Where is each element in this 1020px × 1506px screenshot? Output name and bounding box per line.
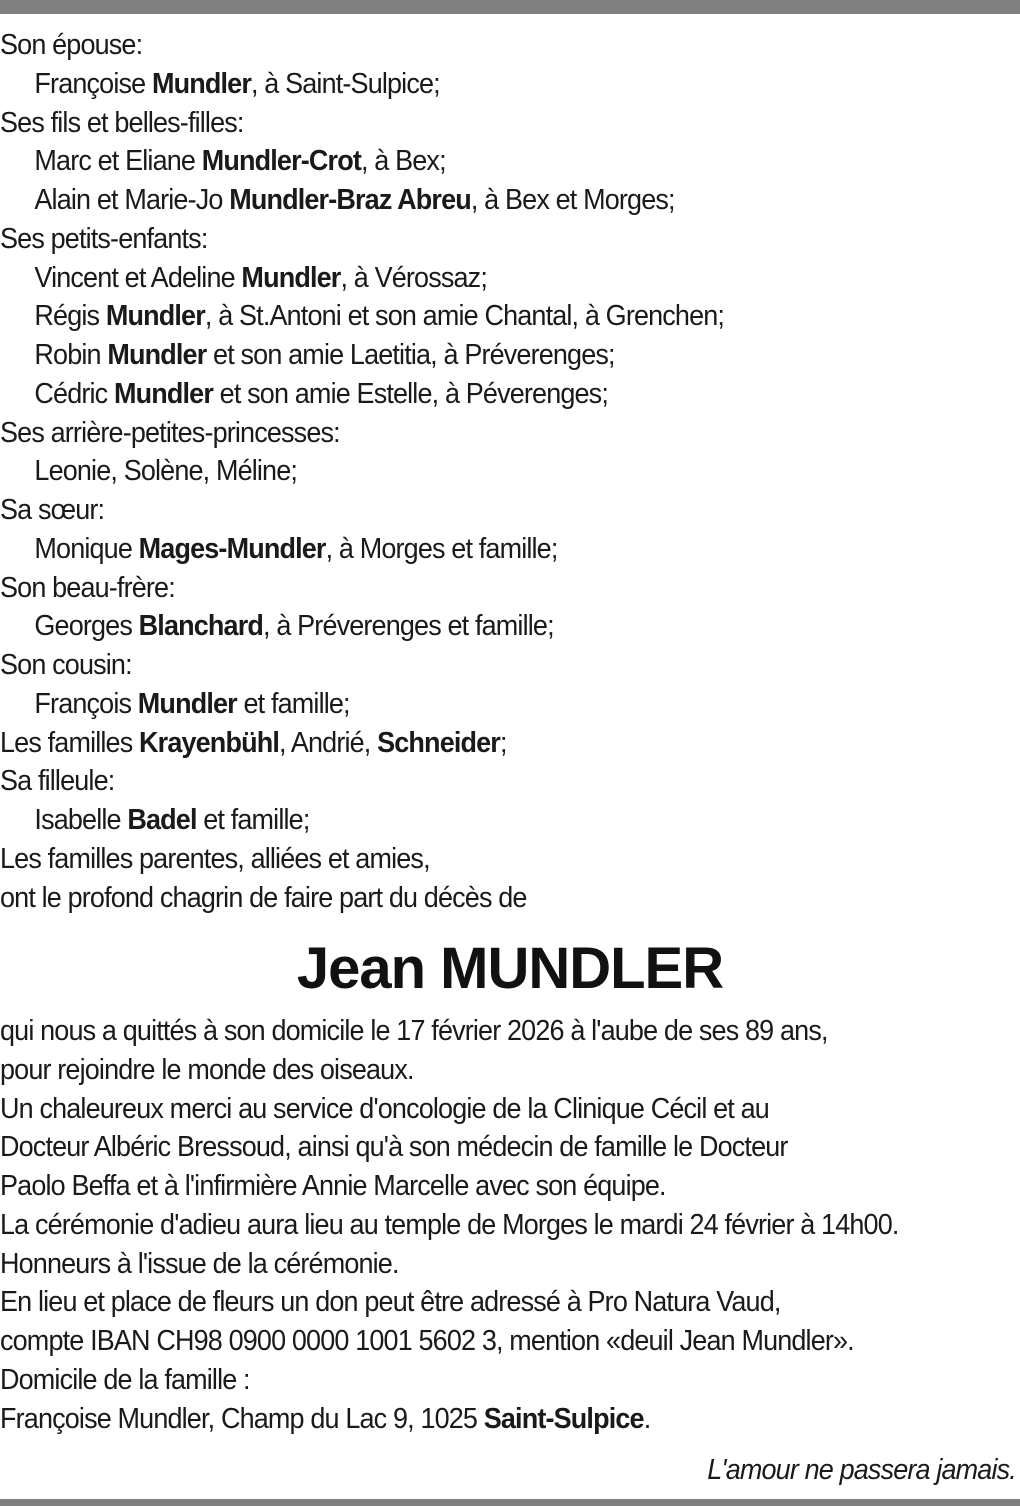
- son-entry: Marc et Eliane Mundler-Crot, à Bex;: [34, 145, 446, 178]
- cousin-heading: Son cousin:: [0, 649, 132, 681]
- cousin-entry: François Mundler et famille;: [34, 687, 350, 720]
- announcement-line: ont le profond chagrin de faire part du décès de: [0, 881, 527, 914]
- surname: Mundler: [241, 261, 341, 294]
- detail-line: pour rejoindre le monde des oiseaux.: [0, 1053, 414, 1086]
- detail-line: En lieu et place de fleurs un don peut être adressé à Pro Natura Vaud,: [0, 1286, 781, 1319]
- grandchildren-heading: Ses petits-enfants:: [0, 222, 208, 255]
- detail-line: Paolo Beffa et à l'infirmière Annie Marcelle avec son équipe.: [0, 1170, 666, 1202]
- grandchild-entry: Cédric Mundler et son amie Estelle, à Péverenges;: [34, 377, 608, 410]
- goddaughter-heading: Sa filleule:: [0, 765, 115, 798]
- detail-line: La cérémonie d'adieu aura lieu au temple de Morges le mardi 24 février à 14h00.: [0, 1208, 899, 1241]
- surname: Mundler-Crot: [201, 145, 361, 178]
- brother-in-law-heading: Son beau-frère:: [0, 571, 175, 604]
- spouse-entry: Françoise Mundler, à Saint-Sulpice;: [34, 67, 440, 100]
- great-grandchildren-entry: Leonie, Solène, Méline;: [34, 455, 298, 488]
- surname: Mundler: [105, 300, 205, 333]
- deceased-name: Jean MUNDLER: [296, 936, 724, 1001]
- surname: Mundler: [113, 377, 214, 410]
- surname: Badel: [127, 804, 197, 836]
- surname: Mundler: [107, 339, 207, 371]
- detail-line: Un chaleureux merci au service d'oncologie de la Clinique Cécil et au: [0, 1092, 769, 1125]
- spouse-heading: Son épouse:: [0, 29, 143, 61]
- city: Saint-Sulpice: [483, 1402, 644, 1435]
- brother-in-law-entry: Georges Blanchard, à Préverenges et famille;: [34, 610, 554, 643]
- sons-heading: Ses fils et belles-filles:: [0, 106, 244, 139]
- bottom-rule: [0, 1499, 1020, 1506]
- surname: Mundler: [151, 67, 251, 100]
- family-list: [0, 26, 1020, 917]
- grandchild-entry: Robin Mundler et son amie Laetitia, à Préverenges;: [34, 339, 615, 371]
- surname: Mundler-Braz Abreu: [229, 184, 471, 216]
- grandchild-entry: Régis Mundler, à St.Antoni et son amie Chantal, à Grenchen;: [34, 300, 725, 333]
- detail-line: Docteur Albéric Bressoud, ainsi qu'à son médecin de famille le Docteur: [0, 1131, 788, 1164]
- son-entry: Alain et Marie-Jo Mundler-Braz Abreu, à Bex et Morges;: [34, 184, 675, 216]
- grandchild-entry: Vincent et Adeline Mundler, à Vérossaz;: [34, 261, 487, 294]
- address-line: Françoise Mundler, Champ du Lac 9, 1025 Saint-Sulpice.: [0, 1402, 651, 1435]
- top-rule: [0, 0, 1020, 14]
- detail-line: compte IBAN CH98 0900 0000 1001 5602 3, mention «deuil Jean Mundler».: [0, 1325, 854, 1357]
- surname: Krayenbühl: [139, 726, 280, 759]
- detail-line: Honneurs à l'issue de la cérémonie.: [0, 1247, 399, 1280]
- surname: Mundler: [137, 687, 237, 720]
- goddaughter-entry: Isabelle Badel et famille;: [34, 804, 310, 836]
- surname: Schneider: [377, 726, 500, 759]
- details-block: [0, 1012, 1020, 1438]
- closing-quote: L'amour ne passera jamais.: [707, 1454, 1016, 1486]
- great-grandchildren-heading: Ses arrière-petites-princesses:: [0, 416, 340, 449]
- sister-entry: Monique Mages-Mundler, à Morges et famille;: [34, 532, 558, 565]
- surname: Blanchard: [138, 610, 264, 643]
- detail-line: qui nous a quittés à son domicile le 17 février 2026 à l'aube de ses 89 ans,: [0, 1015, 828, 1047]
- surname: Mages-Mundler: [138, 532, 326, 565]
- detail-line: Domicile de la famille :: [0, 1363, 250, 1396]
- relatives-line: Les familles parentes, alliées et amies,: [0, 842, 430, 875]
- families-entry: Les familles Krayenbühl, Andrié, Schneider;: [0, 726, 507, 759]
- sister-heading: Sa sœur:: [0, 494, 105, 526]
